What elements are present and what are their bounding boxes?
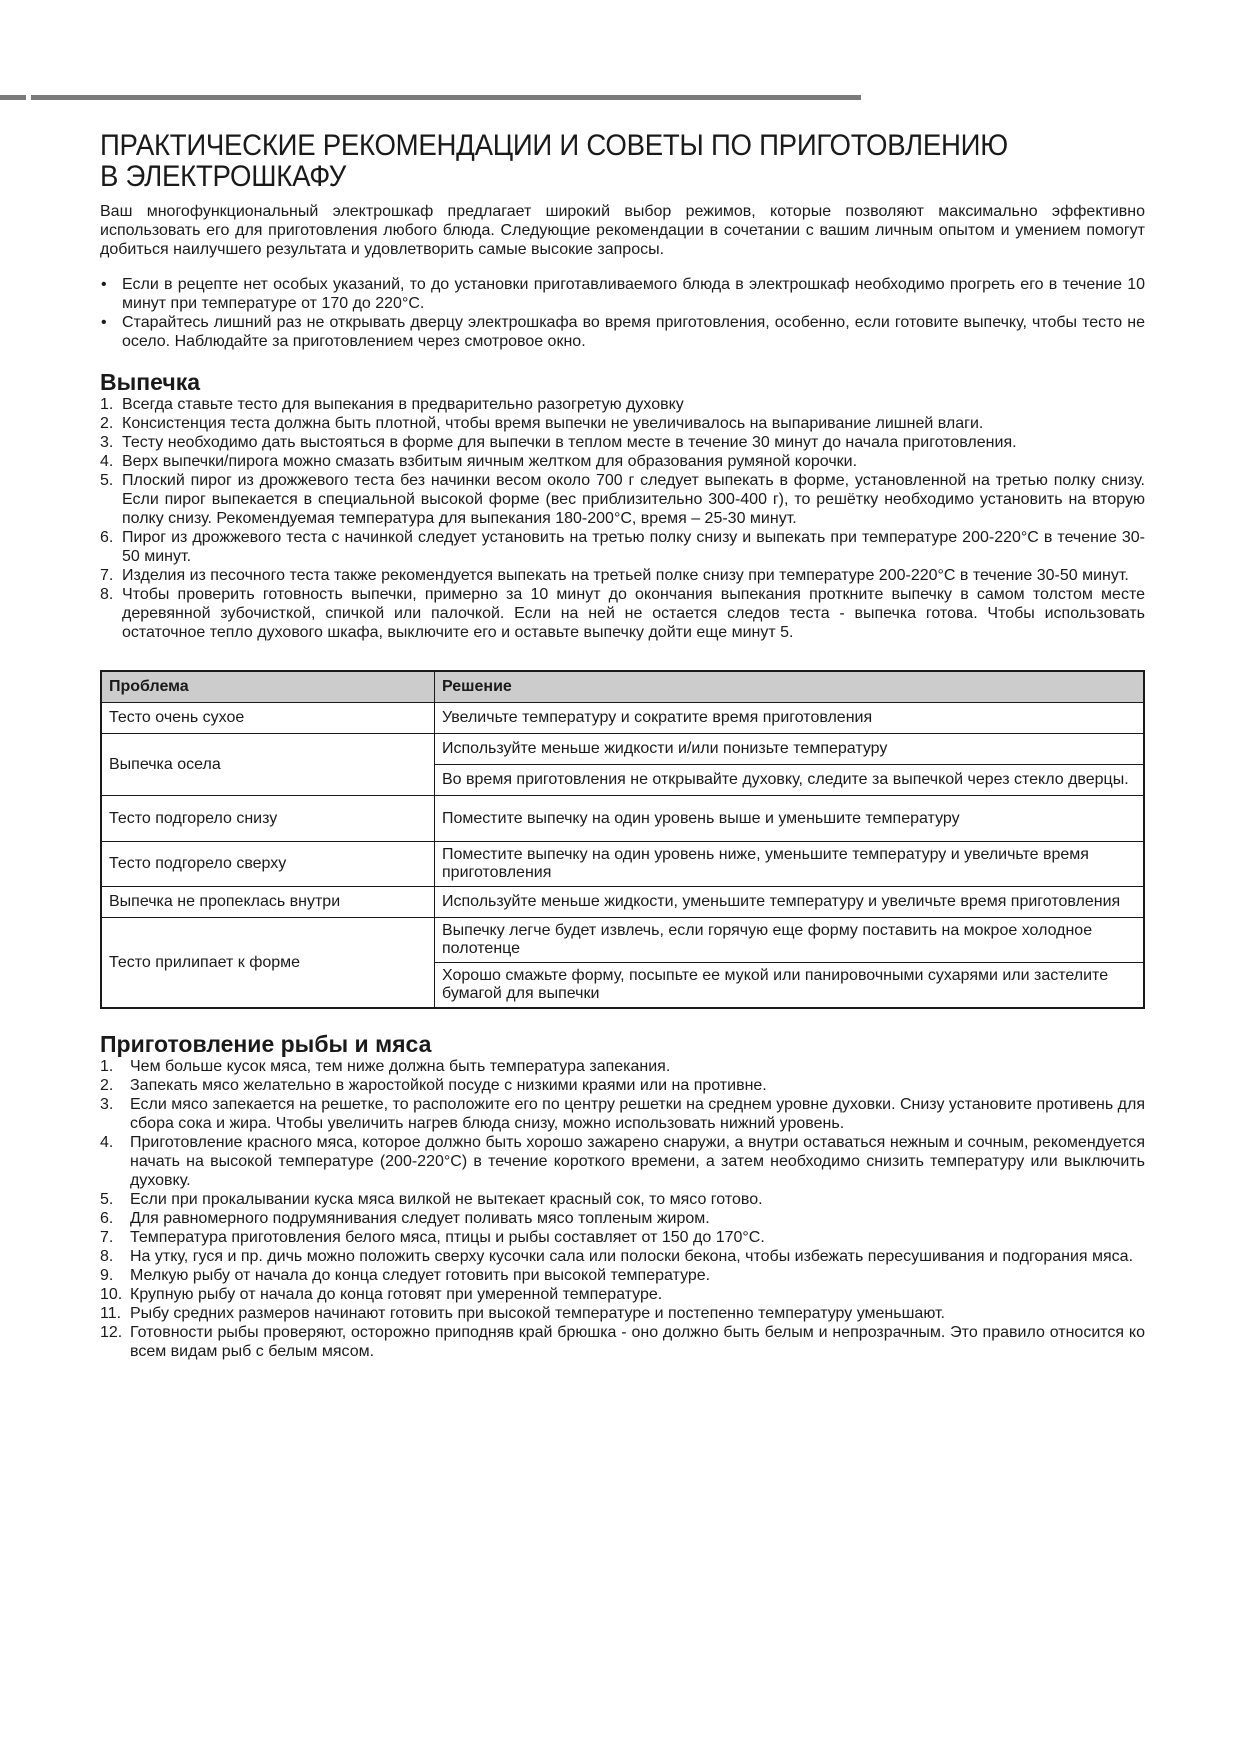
troubleshooting-table (100, 670, 1145, 1009)
page-title (100, 130, 1061, 192)
solution-cell: Во время приготовления не открывайте духовку, следите за выпечкой через стекло дверцы. (435, 765, 1145, 796)
list-item: 1. Чем больше кусок мяса, тем ниже должна быть температура запекания. (100, 1058, 671, 1075)
list-item: 2. Консистенция теста должна быть плотной, чтобы время выпечки не увеличивалось на выпаривание лишней влаги. (100, 415, 984, 432)
list-item: 4. Приготовление красного мяса, которое должно быть хорошо зажарено снаружи, а внутри оставаться нежным и сочным, рекомендуется начать на высокой температуре (200-220°C) в течение короткого времени, а затем необходимо снизить температуру или выключить духовку. (100, 1134, 1145, 1189)
bullet-icon: • (101, 276, 107, 293)
list-item: 2. Запекать мясо желательно в жаростойкой посуде с низкими краями или на противне. (100, 1077, 767, 1094)
page-title-line-2: В ЭЛЕКТРОШКАФУ (100, 160, 347, 193)
list-item: 12. Готовности рыбы проверяют, осторожно приподняв край брюшка - оно должно быть белым и непрозрачным. Это правило относится ко всем видам рыб с белым мясом. (100, 1324, 1145, 1360)
section-heading-baking: Выпечка (100, 369, 201, 395)
meat-fish-steps-list (100, 1057, 1145, 1361)
problem-cell: Тесто подгорело сверху (101, 842, 435, 887)
intro-paragraph: Ваш многофункциональный электрошкаф предлагает широкий выбор режимов, которые позволяют максимально эффективно использовать его для приготовления любого блюда. Следующие рекомендации в сочетании с вашим личным опытом и умением помогут добиться наилучшего результата и удовлетворить самые высокие запросы. (100, 203, 1145, 258)
header-accent-bar-long (31, 95, 861, 100)
list-item: 8. Чтобы проверить готовность выпечки, примерно за 10 минут до окончания выпекания проткните выпечку в самом толстом месте деревянной зубочисткой, спичкой или палочкой. Если на ней не остается следов теста - выпечка готова. Чтобы использовать остаточное тепло духового шкафа, выключите его и оставьте выпечку дойти еще минут 5. (100, 586, 1145, 641)
solution-cell: Используйте меньше жидкости, уменьшите температуру и увеличьте время приготовления (435, 887, 1145, 918)
list-item: 5. Плоский пирог из дрожжевого теста без начинки весом около 700 г следует выпекать в форме, установленной на третью полку снизу. Если пирог выпекается в специальной высокой форме (вес приблизительно 300-400 г), то решётку необходимо установить на вторую полку снизу. Рекомендуемая температура для выпекания 180-200°C, время – 25-30 минут. (100, 472, 1145, 527)
list-item: 9. Мелкую рыбу от начала до конца следует готовить при высокой температуре. (100, 1267, 711, 1284)
table-row (101, 887, 1144, 918)
table-row (101, 796, 1144, 842)
table-header-row (101, 671, 1144, 703)
table-row (101, 703, 1144, 734)
list-item: 5. Если при прокалывании куска мяса вилкой не вытекает красный сок, то мясо готово. (100, 1191, 763, 1208)
list-item: • Если в рецепте нет особых указаний, то до установки приготавливаемого блюда в электрошкаф необходимо прогреть его в течение 10 минут при температуре от 170 до 220°C. (101, 276, 1145, 312)
list-item: 3. Тесту необходимо дать выстояться в форме для выпечки в теплом месте в течение 30 минут до начала приготовления. (100, 434, 1017, 451)
column-header-solution: Решение (435, 671, 1145, 703)
solution-cell: Используйте меньше жидкости и/или понизьте температуру (435, 734, 1145, 765)
solution-cell: Поместите выпечку на один уровень ниже, уменьшите температуру и увеличьте время приготовления (435, 842, 1145, 887)
list-item: 7. Изделия из песочного теста также рекомендуется выпекать на третьей полке снизу при температуре 200-220°C в течение 30-50 минут. (100, 567, 1129, 584)
list-item: 10. Крупную рыбу от начала до конца готовят при умеренной температуре. (100, 1286, 663, 1303)
list-item: • Старайтесь лишний раз не открывать дверцу электрошкафа во время приготовления, особенно, если готовите выпечку, чтобы тесто не осело. Наблюдайте за приготовлением через смотровое окно. (101, 314, 1145, 350)
list-item: 6. Пирог из дрожжевого теста с начинкой следует установить на третью полку снизу и выпекать при температуре 200-220°C в течение 30-50 минут. (100, 529, 1145, 565)
list-item: 8. На утку, гуся и пр. дичь можно положить сверху кусочки сала или полоски бекона, чтобы избежать пересушивания и подгорания мяса. (100, 1248, 1134, 1265)
list-item: 7. Температура приготовления белого мяса, птицы и рыбы составляет от 150 до 170°C. (100, 1229, 765, 1246)
solution-cell: Выпечку легче будет извлечь, если горячую еще форму поставить на мокрое холодное полотенце (435, 918, 1145, 963)
bullet-icon: • (101, 314, 107, 331)
list-item: 11. Рыбу средних размеров начинают готовить при высокой температуре и постепенно температуру уменьшают. (100, 1305, 945, 1322)
problem-cell: Выпечка не пропеклась внутри (101, 887, 435, 918)
problem-cell: Выпечка осела (101, 734, 435, 796)
page-title-line-1: ПРАКТИЧЕСКИЕ РЕКОМЕНДАЦИИ И СОВЕТЫ ПО ПРИГОТОВЛЕНИЮ (100, 129, 1008, 162)
table-row (101, 734, 1144, 765)
table-row (101, 918, 1144, 963)
solution-cell: Поместите выпечку на один уровень выше и уменьшите температуру (435, 796, 1145, 842)
section-heading-meat-fish: Приготовление рыбы и мяса (100, 1031, 432, 1057)
list-item: 6. Для равномерного подрумянивания следует поливать мясо топленым жиром. (100, 1210, 710, 1227)
table-row (101, 842, 1144, 887)
problem-cell: Тесто подгорело снизу (101, 796, 435, 842)
solution-cell: Увеличьте температуру и сократите время приготовления (435, 703, 1145, 734)
problem-cell: Тесто очень сухое (101, 703, 435, 734)
solution-cell: Хорошо смажьте форму, посыпьте ее мукой или панировочными сухарями или застелите бумагой для выпечки (435, 963, 1145, 1009)
header-accent-bar-short (0, 95, 26, 100)
column-header-problem: Проблема (101, 671, 435, 703)
general-tips-list (100, 275, 1145, 351)
list-item: 3. Если мясо запекается на решетке, то расположите его по центру решетки на среднем уровне духовки. Снизу установите противень для сбора сока и жира. Чтобы увеличить нагрев блюда снизу, можно использовать нижний уровень. (100, 1096, 1145, 1132)
list-item: 4. Верх выпечки/пирога можно смазать взбитым яичным желтком для образования румяной корочки. (100, 453, 858, 470)
problem-cell: Тесто прилипает к форме (101, 918, 435, 1009)
baking-steps-list (100, 395, 1145, 642)
page-content (100, 130, 1145, 1361)
list-item: 1. Всегда ставьте тесто для выпекания в предварительно разогретую духовку (100, 396, 684, 413)
